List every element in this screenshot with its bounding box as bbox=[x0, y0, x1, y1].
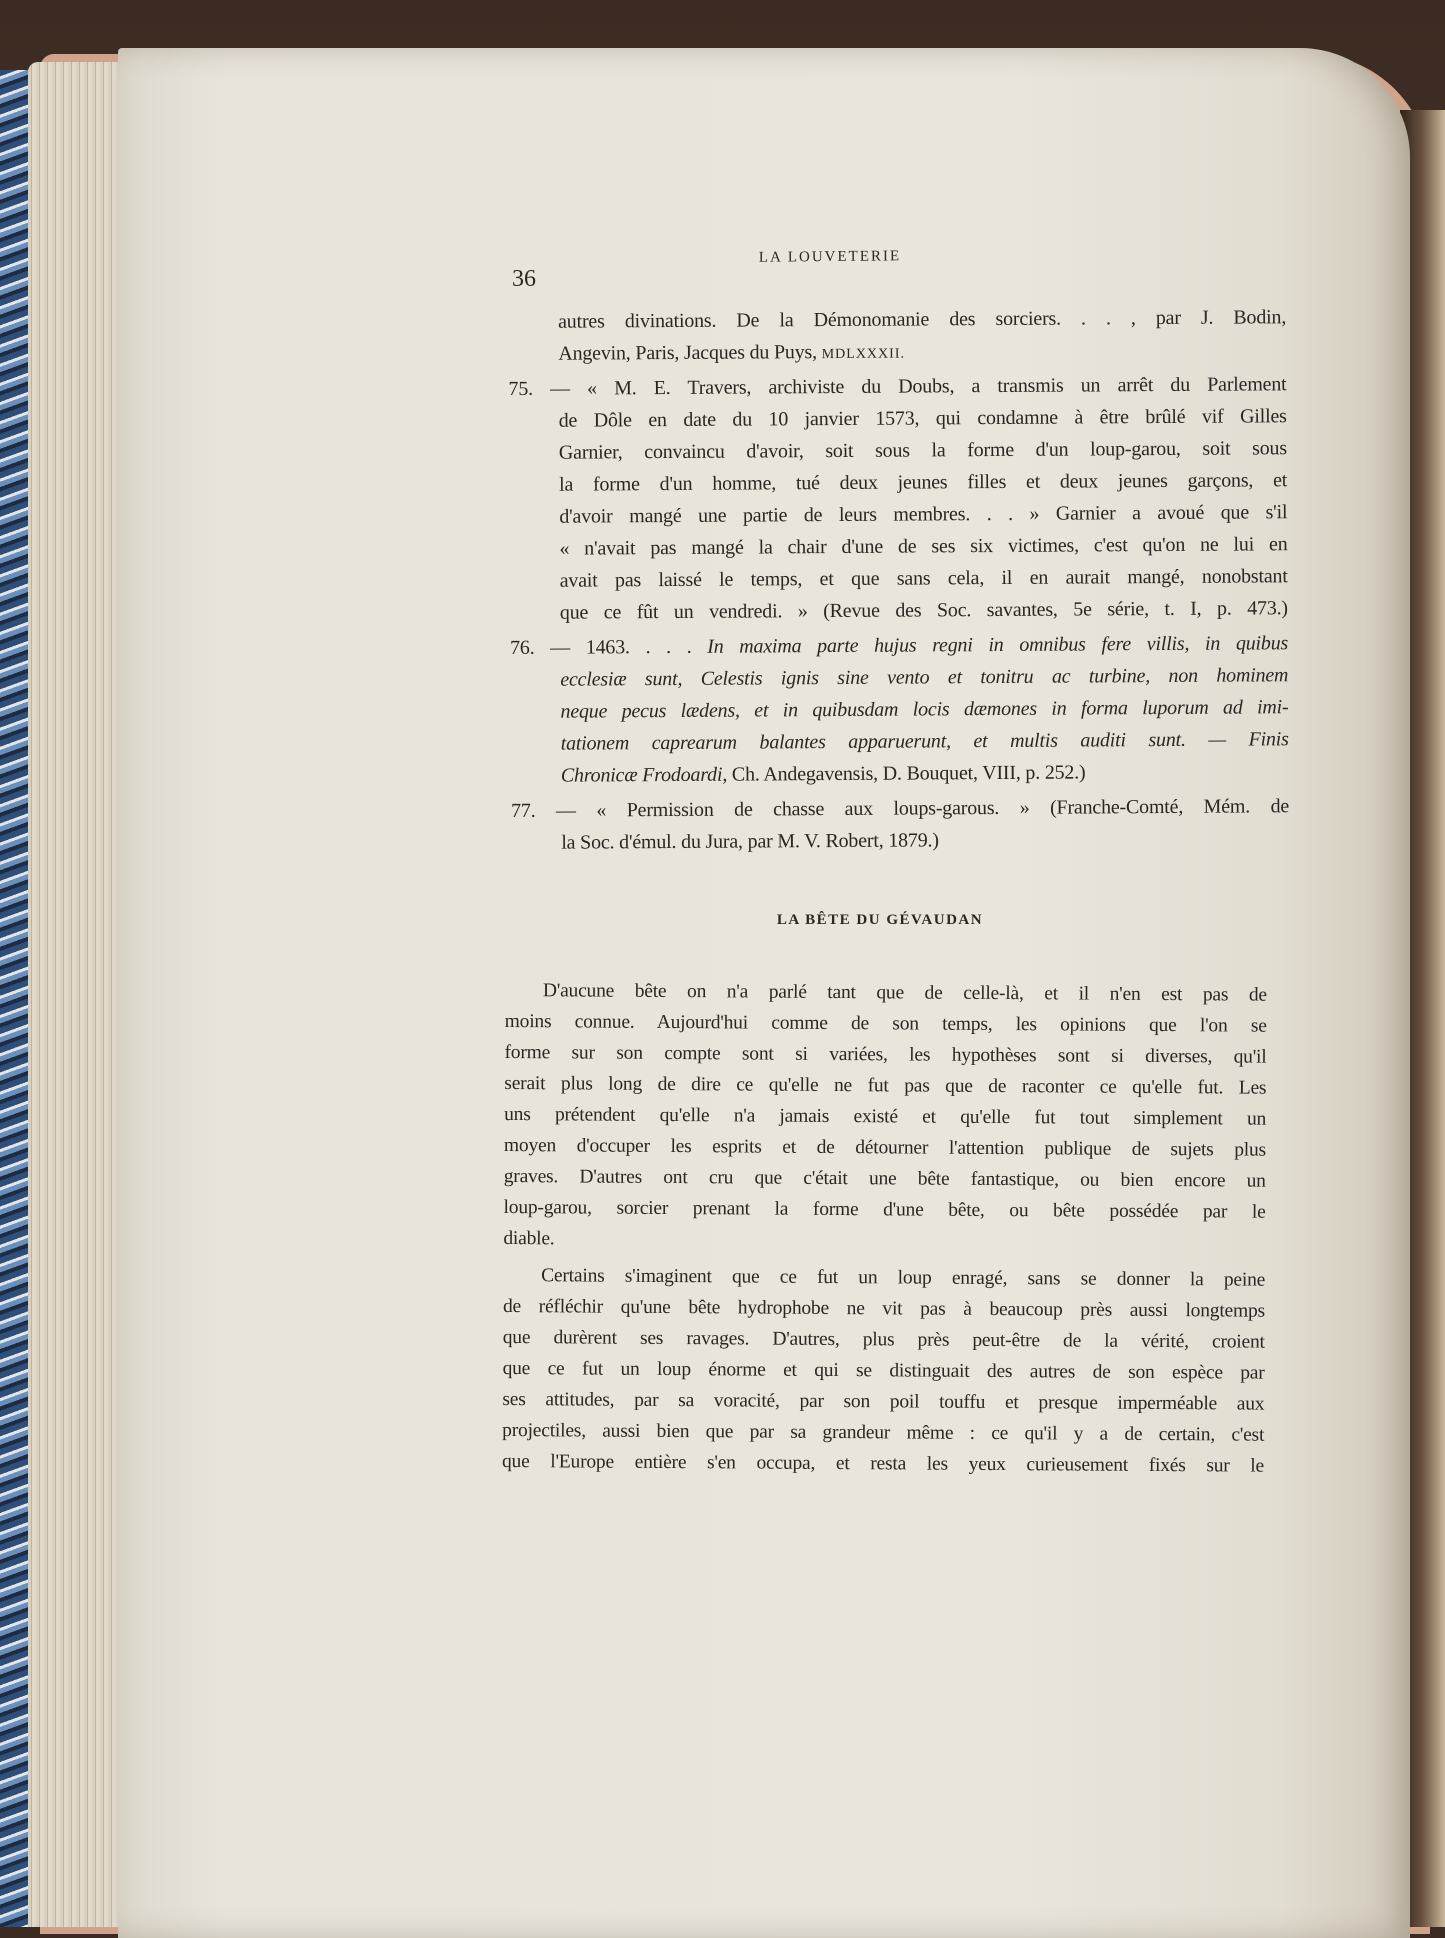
text-segment: projectiles, aussi bien que par sa grandeur même : ce qu'il y a de certain, c'est bbox=[502, 1419, 1265, 1446]
text-segment: que ce fut un loup énorme et qui se distinguait des autres de son espèce par bbox=[502, 1357, 1265, 1384]
italic-text: ecclesiæ sunt, Celestis ignis sine vento et tonitru ac turbine, non hominem bbox=[560, 664, 1289, 691]
body-line bbox=[504, 1037, 1266, 1073]
text-segment: que durèrent ses ravages. D'autres, plus près peut-être de la vérité, croient bbox=[502, 1326, 1265, 1353]
note-line bbox=[559, 464, 1287, 500]
text-segment: serait plus long de dire ce qu'elle ne fut pas que de raconter ce qu'elle fut. Les bbox=[504, 1072, 1267, 1099]
body-line bbox=[503, 1223, 1265, 1259]
note-line bbox=[558, 333, 1286, 369]
note-line bbox=[559, 496, 1287, 532]
body-line bbox=[503, 1192, 1265, 1228]
body-line bbox=[504, 1099, 1266, 1135]
italic-text: neque pecus lædens, et in quibusdam locis dæmones in forma luporum ad imi- bbox=[560, 696, 1289, 723]
text-segment: la forme d'un homme, tué deux jeunes filles et deux jeunes garçons, et bbox=[559, 469, 1288, 496]
note-line bbox=[559, 432, 1287, 468]
text-segment: Certains s'imaginent que ce fut un loup enragé, sans se donner la peine bbox=[541, 1265, 1266, 1291]
text-segment: graves. D'autres ont cru que c'était une bête fantastique, ou bien encore un bbox=[503, 1165, 1266, 1192]
text-segment: moins connue. Aujourd'hui comme de son temps, les opinions que l'on se bbox=[504, 1010, 1267, 1037]
text-segment: la Soc. d'émul. du Jura, par M. V. Robert, 1879.) bbox=[561, 829, 939, 854]
note-line bbox=[561, 755, 1289, 791]
page-number: 36 bbox=[512, 266, 536, 292]
body-line bbox=[505, 975, 1267, 1011]
note-line bbox=[560, 659, 1288, 695]
body-line bbox=[502, 1415, 1264, 1451]
text-segment: autres divinations. De la Démonomanie des sorciers. . . , par J. Bodin, bbox=[558, 306, 1287, 333]
text-segment: avait pas laissé le temps, et que sans cela, il en aurait mangé, nonobstant bbox=[559, 565, 1288, 592]
page-stack-edges bbox=[28, 62, 128, 1927]
note-line bbox=[561, 822, 1289, 858]
body-line bbox=[505, 1006, 1267, 1042]
body-line bbox=[503, 1260, 1265, 1296]
body-text bbox=[502, 975, 1267, 1482]
text-segment: 75. — « M. E. Travers, archiviste du Doubs, a transmis un arrêt du Parlement bbox=[508, 373, 1287, 400]
note-line bbox=[561, 723, 1289, 759]
note-line bbox=[511, 790, 1289, 827]
body-line bbox=[503, 1291, 1265, 1327]
note-line bbox=[560, 560, 1288, 596]
note-line bbox=[559, 400, 1287, 436]
text-segment: diable. bbox=[503, 1227, 555, 1250]
body-line bbox=[503, 1353, 1265, 1389]
text-segment: moyen d'occuper les esprits et de détourner l'attention publique de sujets plus bbox=[503, 1134, 1267, 1161]
text-segment: MDLXXXII. bbox=[821, 346, 906, 363]
section-heading: LA BÊTE DU GÉVAUDAN bbox=[776, 912, 984, 928]
italic-text: tationem caprearum balantes apparuerunt, et multis auditi sunt. — Finis bbox=[560, 728, 1289, 755]
body-line bbox=[504, 1130, 1266, 1166]
text-segment: loup-garou, sorcier prenant la forme d'une bête, ou bête possédée par le bbox=[503, 1196, 1266, 1223]
italic-text: In maxima parte hujus regni in omnibus fere villis, in quibus bbox=[707, 632, 1289, 658]
note-line bbox=[510, 627, 1288, 664]
text-segment: ses attitudes, par sa voracité, par son poil touffu et presque imperméable aux bbox=[502, 1388, 1265, 1415]
text-segment: de Dôle en date du 10 janvier 1573, qui condamne à être brûlé vif Gilles bbox=[558, 405, 1287, 432]
footnotes-block bbox=[508, 301, 1289, 859]
text-segment: 77. — « Permission de chasse aux loups-garous. » (Franche-Comté, Mém. de bbox=[511, 795, 1290, 822]
text-segment: que ce fût un vendredi. » (Revue des Soc. savantes, 5e série, t. I, p. 473.) bbox=[559, 597, 1288, 624]
text-segment: uns prétendent qu'elle n'a jamais existé et qu'elle fut tout simplement un bbox=[504, 1103, 1267, 1130]
body-line bbox=[502, 1446, 1264, 1482]
text-segment: Garnier, convaincu d'avoir, soit sous la forme d'un loup-garou, soit sous bbox=[558, 437, 1287, 464]
marbled-book-edge bbox=[0, 70, 30, 1927]
body-line bbox=[502, 1384, 1264, 1420]
note-line bbox=[508, 368, 1286, 405]
body-line bbox=[504, 1161, 1266, 1197]
note-line bbox=[560, 691, 1288, 727]
text-segment: Angevin, Paris, Jacques du Puys, bbox=[558, 341, 822, 365]
text-segment: D'aucune bête on n'a parlé tant que de celle-là, et il n'en est pas de bbox=[542, 980, 1267, 1006]
note-line bbox=[558, 301, 1286, 337]
text-segment: forme sur son compte sont si variées, les hypothèses sont si diverses, qu'il bbox=[504, 1041, 1267, 1068]
text-segment: « n'avait pas mangé la chair d'une de ses six victimes, c'est qu'on ne lui en bbox=[559, 533, 1288, 560]
note-line bbox=[559, 528, 1287, 564]
text-segment: de réfléchir qu'une bête hydrophobe ne vit pas à beaucoup près aussi longtemps bbox=[502, 1295, 1266, 1322]
body-line bbox=[503, 1322, 1265, 1358]
note-line bbox=[560, 592, 1288, 628]
running-head: LA LOUVETERIE bbox=[758, 248, 902, 266]
text-segment: que l'Europe entière s'en occupa, et resta les yeux curieusement fixés sur le bbox=[501, 1450, 1265, 1477]
text-segment: d'avoir mangé une partie de leurs membres. . . » Garnier a avoué que s'il bbox=[559, 501, 1288, 528]
text-segment: 76. — 1463. . . . bbox=[510, 635, 708, 659]
text-segment: , Ch. Andegavensis, D. Bouquet, VIII, p. 252.) bbox=[722, 761, 1086, 786]
italic-text: Chronicæ Frodoardi bbox=[560, 763, 723, 787]
body-line bbox=[504, 1068, 1266, 1104]
